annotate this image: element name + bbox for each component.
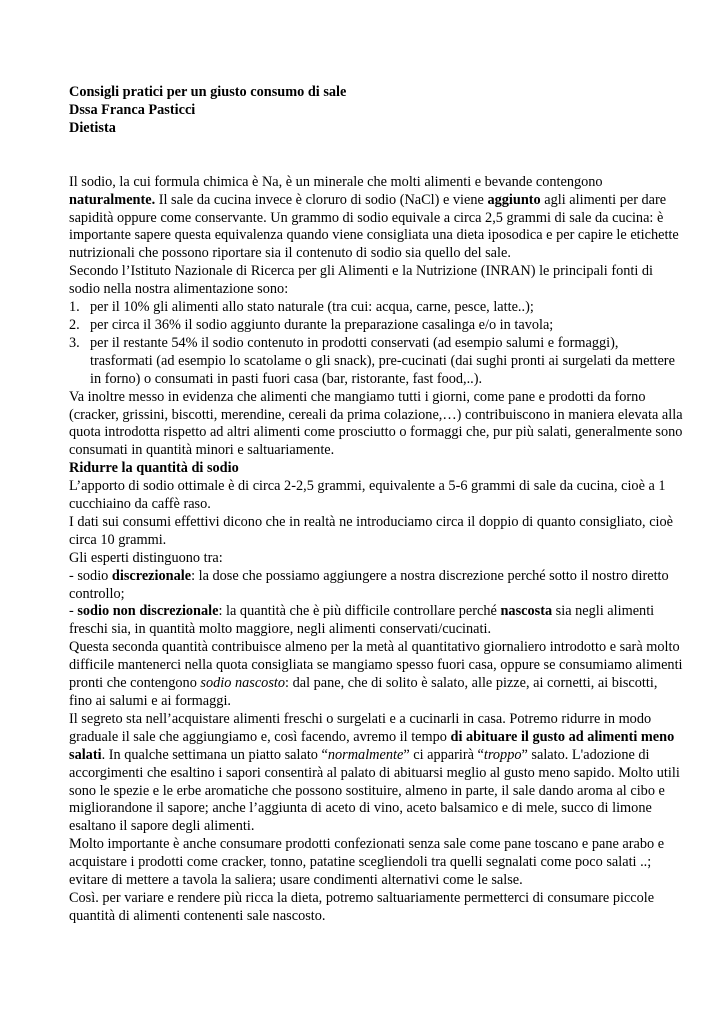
list-item: 2. per circa il 36% il sodio aggiunto durante la preparazione casalinga e/o in tavola; [69,316,554,333]
section-paragraph-8: Molto importante è anche consumare prodotti confezionati senza sale come pane toscano e pane arabo e acquistare i prodotti come cracker, tonno, patatine scegliendoli tra quelli segnalati come poco salati ..; evitare di mettere a tavola la saliera; usare condimenti alternativi come le salse. [69,836,665,889]
intro-section [69,174,684,461]
section-paragraph-1: L’apporto di sodio ottimale è di circa 2-2,5 grammi, equivalente a 5-6 grammi di sale da cucina, cioè a 1 cucchiaino da caffè raso. [69,478,666,513]
intro-paragraph-2: Secondo l’Istituto Nazionale di Ricerca per gli Alimenti e la Nutrizione (INRAN) le principali fonti di sodio nella nostra alimentazione sono: [69,263,654,298]
section-paragraph-9: Così. per variare e rendere più ricca la dieta, potremo saltuariamente permetterci di consumare piccole quantità di alimenti contenenti sale nascosto. [69,889,655,924]
author-name: Dssa Franca Pasticci [69,101,196,118]
section-paragraph-6: Questa seconda quantità contribuisce almeno per la metà al quantitativo giornaliero introdotto e sarà molto difficile mantenerci nella quota consigliata se mangiamo spesso fuori casa, oppure se consumiamo alimenti pronti che contengono sodio nascosto: dal pane, che di solito è salato, alle pizze, ai cornetti, ai biscotti, fino ai salumi e ai formaggi. [69,639,683,709]
sodium-sources-list [69,299,684,389]
non-discretionary-sodium-item: - sodio non discrezionale: la quantità che è più difficile controllare perché nascosta sia negli alimenti freschi sia, in quantità molto maggiore, negli alimenti conservati/cucinati. [69,603,655,638]
list-item: 1. per il 10% gli alimenti allo stato naturale (tra cui: acqua, carne, pesce, latte..); [69,299,534,316]
intro-paragraph-3: Va inoltre messo in evidenza che alimenti che mangiamo tutti i giorni, come pane e prodotti da forno (cracker, grissini, biscotti, merendine, cereali da prima colazione,…) contribuiscono in maniera elevata alla quota introdotta rispetto ad altri alimenti come prosciutto o formaggi che, pur più salati, generalmente sono consumati in quantità minori e saltuariamente. [69,388,683,459]
list-item: 3. per il restante 54% il sodio contenuto in prodotti conservati (ad esempio salumi e formaggi), trasformati (ad esempio lo scatolame o gli snack), pre-cucinati (dai sughi pronti ai surgelati da mettere in forno) o consumati in pasti fuori casa (bar, ristorante, fast food,..). [69,334,675,387]
section-paragraph-7: Il segreto sta nell’acquistare alimenti freschi o surgelati e a cucinarli in casa. Potremo ridurre in modo graduale il sale che aggiungiamo e, così facendo, avremo il tempo di abituare il gusto ad alimenti meno salati. In qualche settimana un piatto salato “normalmente” ci apparirà “troppo” salato. L'adozione di accorgimenti che esaltino i sapori consentirà al palato di abituarsi meglio al gusto meno sapido. Molto utili sono le spezie e le erbe aromatiche che possono sostituire, almeno in parte, il sale dando aroma al cibo e migliorandone il sapore; anche l’aggiunta di aceto di vino, aceto balsamico e di mele, succo di limone esaltano il sapore degli alimenti. [69,710,680,835]
section-paragraph-3: Gli esperti distinguono tra: [69,549,223,566]
document-title: Consigli pratici per un giusto consumo di sale [69,84,347,100]
author-role: Dietista [69,119,116,136]
section-paragraph-2: I dati sui consumi effettivi dicono che in realtà ne introduciamo circa il doppio di quanto consigliato, cioè circa 10 grammi. [69,513,674,548]
document-header [69,84,684,138]
reduce-sodium-section [69,460,684,926]
intro-paragraph-1: Il sodio, la cui formula chimica è Na, è un minerale che molti alimenti e bevande contengono naturalmente. Il sale da cucina invece è cloruro di sodio (NaCl) e viene aggiunto agli alimenti per dare sapidità oppure come conservante. Un grammo di sodio equivale a circa 2,5 grammi di sale da cucina: è importante sapere questa equivalenza quando viene consigliata una dieta iposodica e per capire le etichette nutrizionali che possono riportare sia il contenuto di sodio sia quello del sale. [69,173,679,262]
discretionary-sodium-item: - sodio discrezionale: la dose che possiamo aggiungere a nostra discrezione perché sotto il nostro diretto controllo; [69,567,669,602]
section-heading: Ridurre la quantità di sodio [69,460,239,477]
